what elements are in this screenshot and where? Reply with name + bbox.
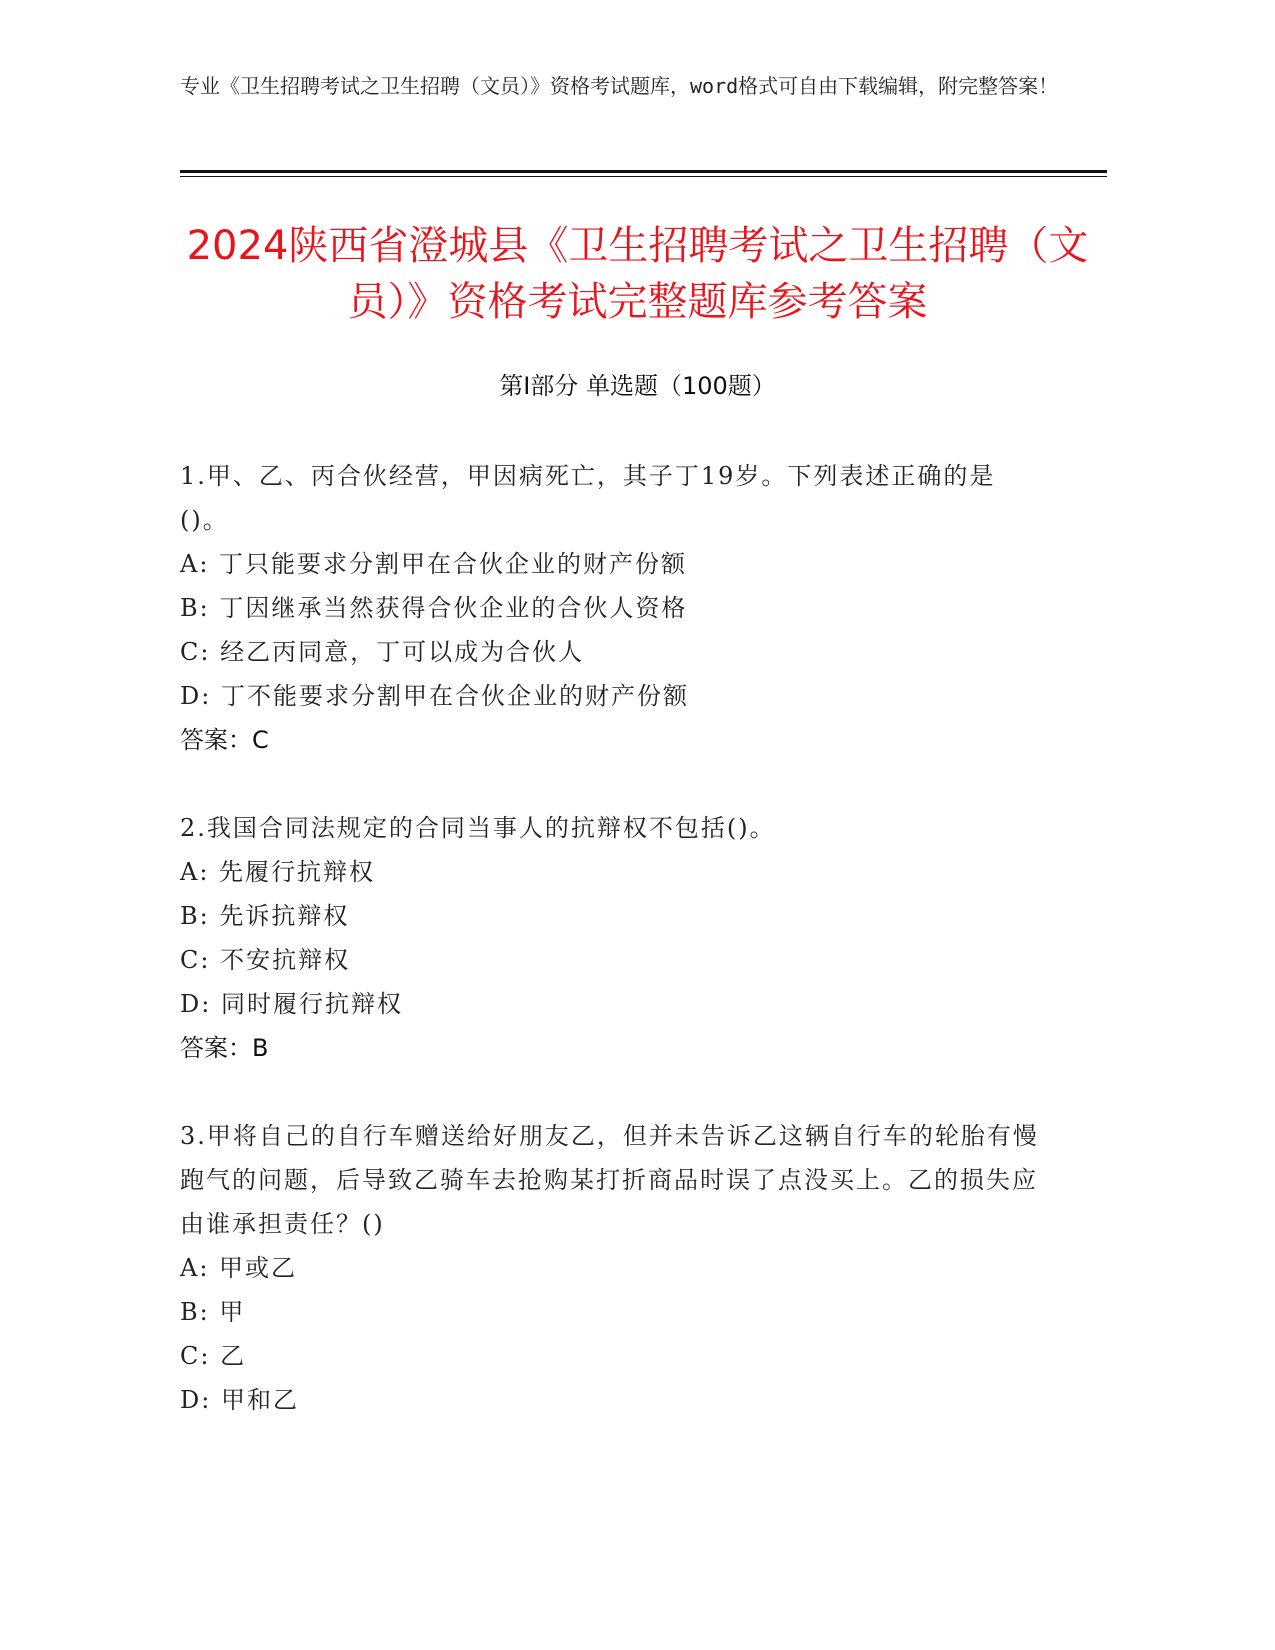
question-stem: 1.甲、乙、丙合伙经营，甲因病死亡，其子丁19岁。下列表述正确的是()。 xyxy=(180,462,996,534)
header-note: 专业《卫生招聘考试之卫生招聘（文员）》资格考试题库，word格式可自由下载编辑，附完整答案！ xyxy=(180,74,1059,98)
answer-label: 答案：C xyxy=(180,726,269,754)
section-heading: 第Ⅰ部分 单选题（100题） xyxy=(499,372,776,400)
option-b: B: 先诉抗辩权 xyxy=(180,902,350,930)
question-3 xyxy=(180,1114,1040,1422)
option-d: D: 同时履行抗辩权 xyxy=(180,990,403,1018)
answer-label: 答案：B xyxy=(180,1034,269,1062)
option-b: B: 甲 xyxy=(180,1298,246,1326)
option-c: C: 经乙丙同意，丁可以成为合伙人 xyxy=(180,638,585,666)
header-rule-thick xyxy=(180,170,1107,173)
question-stem: 2.我国合同法规定的合同当事人的抗辩权不包括()。 xyxy=(180,814,776,842)
option-c: C: 乙 xyxy=(180,1342,247,1370)
option-d: D: 甲和乙 xyxy=(180,1386,299,1414)
question-stem: 3.甲将自己的自行车赠送给好朋友乙，但并未告诉乙这辆自行车的轮胎有慢跑气的问题，后导致乙骑车去抢购某打折商品时误了点没买上。乙的损失应由谁承担责任？() xyxy=(180,1122,1039,1238)
question-1 xyxy=(180,454,1040,762)
option-d: D: 丁不能要求分割甲在合伙企业的财产份额 xyxy=(180,682,689,710)
option-a: A: 丁只能要求分割甲在合伙企业的财产份额 xyxy=(180,550,688,578)
question-2 xyxy=(180,806,1040,1070)
question-list xyxy=(180,454,1040,1466)
option-a: A: 甲或乙 xyxy=(180,1254,298,1282)
document-title: 2024陕西省澄城县《卫生招聘考试之卫生招聘（文员）》资格考试完整题库参考答案 xyxy=(186,223,1089,325)
option-a: A: 先履行抗辩权 xyxy=(180,858,376,886)
option-c: C: 不安抗辩权 xyxy=(180,946,351,974)
header-rule-thin xyxy=(180,176,1107,177)
option-b: B: 丁因继承当然获得合伙企业的合伙人资格 xyxy=(180,594,688,622)
